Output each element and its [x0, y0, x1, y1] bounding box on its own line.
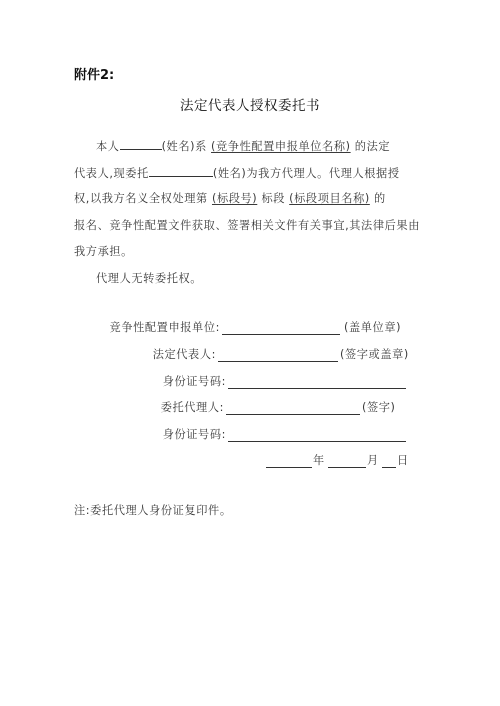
text: (姓名)为我方代理人。代理人根据授 — [212, 167, 400, 180]
year-label: 年 — [313, 454, 325, 467]
text: (姓名)系 — [161, 140, 207, 153]
applicant-unit-blank[interactable]: (竞争性配置申报单位名称) — [211, 140, 351, 153]
legal-rep-note: (签字或盖章) — [340, 348, 409, 361]
text: 本人 — [96, 140, 120, 153]
text: 权,以我方名义全权处理第 — [74, 192, 208, 205]
legal-rep-label: 法定代表人: — [152, 348, 216, 361]
id-number-line-2[interactable] — [228, 441, 406, 442]
para1-line2 — [74, 165, 400, 181]
agent-signature-note: (签字) — [362, 401, 396, 414]
para1-line5: 我方承担。 — [74, 245, 133, 258]
unit-seal-note: (盖单位章) — [344, 321, 402, 334]
month-label: 月 — [367, 454, 379, 467]
applicant-unit-line[interactable] — [222, 334, 340, 335]
section-project-name-blank[interactable]: (标段项目名称) — [289, 192, 370, 205]
agent-name-blank[interactable] — [149, 165, 213, 177]
text: 的法定 — [354, 140, 391, 153]
year-line[interactable] — [266, 467, 312, 468]
legal-rep-line[interactable] — [218, 361, 338, 362]
id-number-label-2: 身份证号码: — [162, 428, 226, 441]
para1-line3 — [74, 192, 386, 206]
annex-label: 附件2: — [74, 68, 115, 83]
day-label: 日 — [397, 454, 409, 467]
no-sub-delegation-text: 代理人无转委托权。 — [96, 272, 203, 285]
text: 标段 — [261, 192, 286, 205]
para1-line1 — [96, 138, 390, 154]
name-blank[interactable] — [120, 138, 162, 150]
month-line[interactable] — [328, 467, 366, 468]
applicant-unit-label: 竞争性配置申报单位: — [109, 321, 220, 334]
id-number-label-1: 身份证号码: — [162, 375, 226, 388]
document-title: 法定代表人授权委托书 — [180, 98, 320, 114]
day-line[interactable] — [382, 467, 396, 468]
attachment-note: 注:委托代理人身份证复印件。 — [74, 504, 232, 517]
text: 代表人,现委托 — [74, 167, 149, 180]
para1-line4: 报名、竞争性配置文件获取、签署相关文件有关事宜,其法律后果由 — [74, 219, 420, 232]
agent-signature-line[interactable] — [226, 414, 360, 415]
id-number-line-1[interactable] — [228, 388, 406, 389]
agent-label: 委托代理人: — [160, 401, 224, 414]
section-number-blank[interactable]: (标段号) — [211, 192, 258, 205]
text: 的 — [373, 192, 386, 205]
